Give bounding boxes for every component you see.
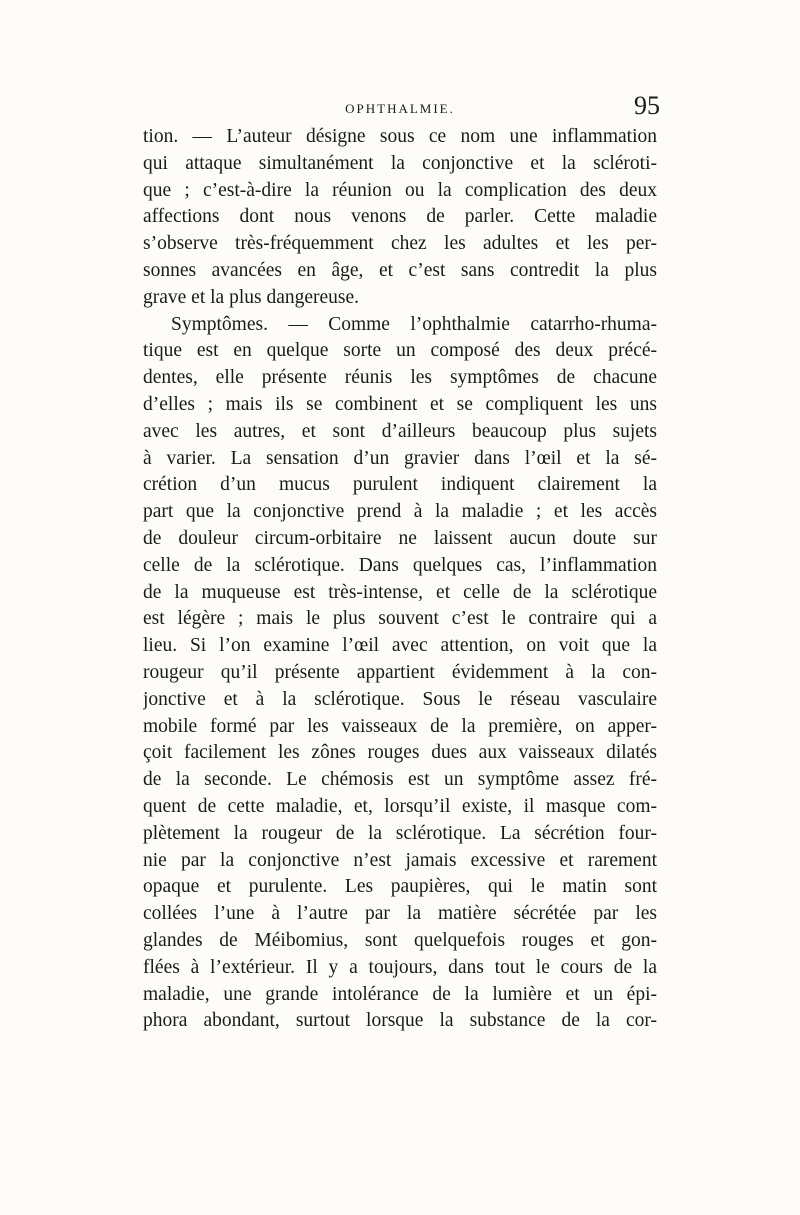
text-line: rougeur qu’il présente appartient évidemment à la con- [143, 661, 657, 683]
text-line: est légère ; mais le plus souvent c’est le contraire qui a [143, 608, 657, 630]
text-line: lieu. Si l’on examine l’œil avec attention, on voit que la [143, 635, 657, 657]
text-line: de la seconde. Le chémosis est un symptôme assez fré- [143, 769, 657, 791]
text-line: mobile formé par les vaisseaux de la première, on apper- [143, 715, 657, 737]
text-line: quent de cette maladie, et, lorsqu’il existe, il masque com- [143, 795, 657, 817]
text-line: que ; c’est-à-dire la réunion ou la complication des deux [143, 179, 657, 201]
text-line: tion. — L’auteur désigne sous ce nom une inflammation [143, 126, 657, 147]
text-line: phora abondant, surtout lorsque la substance de la cor- [143, 1010, 657, 1032]
text-line: maladie, une grande intolérance de la lumière et un épi- [143, 983, 657, 1005]
text-line: sonnes avancées en âge, et c’est sans contredit la plus [143, 259, 657, 281]
text-line: de la muqueuse est très-intense, et celle de la sclérotique [143, 581, 657, 603]
text-line: affections dont nous venons de parler. Cette maladie [143, 206, 657, 228]
body-text [143, 124, 657, 1035]
running-title: OPHTHALMIE. [345, 101, 455, 116]
text-line: tique est en quelque sorte un composé des deux précé- [143, 340, 657, 362]
text-line: collées l’une à l’autre par la matière sécrétée par les [143, 903, 657, 925]
text-line: nie par la conjonctive n’est jamais excessive et rarement [143, 849, 657, 871]
text-line: glandes de Méibomius, sont quelquefois rouges et gon- [143, 929, 657, 951]
text-line: çoit facilement les zônes rouges dues aux vaisseaux dilatés [143, 742, 657, 764]
text-line: qui attaque simultanément la conjonctive et la scléroti- [143, 152, 657, 174]
text-line: de douleur circum-orbitaire ne laissent aucun doute sur [143, 527, 657, 549]
text-line: dentes, elle présente réunis les symptômes de chacune [143, 367, 657, 389]
text-line: Symptômes. — Comme l’ophthalmie catarrho-rhuma- [171, 313, 657, 335]
text-line: part que la conjonctive prend à la maladie ; et les accès [143, 501, 657, 523]
text-line: s’observe très-fréquemment chez les adultes et les per- [143, 233, 657, 255]
page-number: 95 [634, 91, 660, 120]
text-line: jonctive et à la sclérotique. Sous le réseau vasculaire [143, 688, 657, 710]
text-line: d’elles ; mais ils se combinent et se compliquent les uns [143, 393, 657, 415]
text-line: opaque et purulente. Les paupières, qui le matin sont [143, 876, 657, 898]
text-line: crétion d’un mucus purulent indiquent clairement la [143, 474, 657, 496]
text-line: celle de la sclérotique. Dans quelques cas, l’inflammation [143, 554, 657, 576]
running-head [140, 91, 660, 120]
text-line: plètement la rougeur de la sclérotique. La sécrétion four- [143, 822, 657, 844]
text-line: grave et la plus dangereuse. [143, 286, 360, 308]
text-line: à varier. La sensation d’un gravier dans l’œil et la sé- [143, 447, 657, 469]
text-line: avec les autres, et sont d’ailleurs beaucoup plus sujets [143, 420, 657, 442]
text-line: flées à l’extérieur. Il y a toujours, dans tout le cours de la [143, 956, 657, 978]
